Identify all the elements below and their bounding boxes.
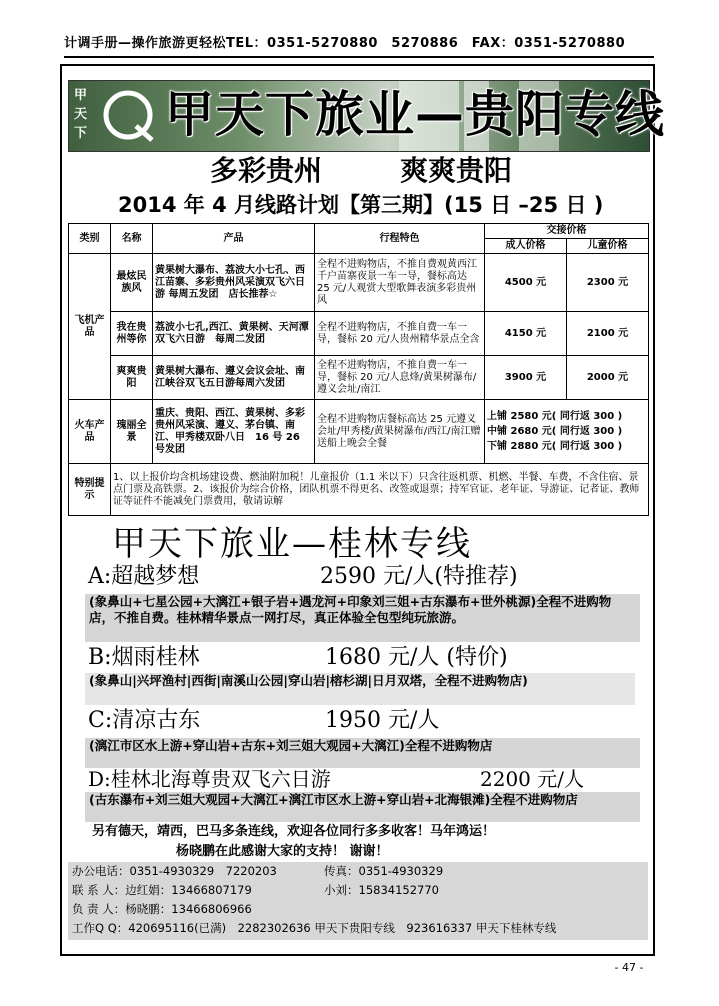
- header-contact-line: 计调手册—操作旅游更轻松TEL：0351-5270880 5270886 FAX：0351-5270880: [64, 32, 654, 58]
- route-c-description: (漓江市区水上游+穿山岩+古东+刘三姐大观园+大漓江)全程不进购物店: [85, 738, 640, 768]
- table-row: [69, 312, 649, 356]
- route-name-cell: 瑰丽全景: [111, 400, 153, 464]
- upper-berth-price: 上铺 2580 元( 同行返 300 ): [487, 411, 623, 422]
- child-price-cell: 2300 元: [567, 254, 649, 312]
- manager-contact: 负 责 人：杨晓鹏：13466806966: [72, 902, 252, 916]
- page-number: - 47 -: [614, 961, 644, 974]
- adult-price-cell: 4500 元: [485, 254, 567, 312]
- route-b-name: B:烟雨桂林: [88, 645, 200, 670]
- header-features: 行程特色: [315, 224, 485, 254]
- route-a-description: (象鼻山+七星公园+大漓江+银子岩+遇龙河+印象刘三姐+古东瀑布+世外桃源)全程不进购物店，不推自费。桂林精华景点一网打尽，真正体验全包型纯玩旅游。: [85, 594, 640, 642]
- header-category: 类别: [69, 224, 111, 254]
- table-row: [69, 254, 649, 312]
- header-child-price: 儿童价格: [567, 239, 649, 254]
- slogan-left: 多彩贵州: [210, 154, 323, 187]
- route-features-cell: 全程不进购物店餐标高达 25 元遵义会址/甲秀楼/黄果树瀑布/西江/南江赠送船上晚会全餐: [315, 400, 485, 464]
- route-c-price: 1950 元/人: [325, 708, 440, 733]
- slogan-right: 爽爽贵阳: [400, 154, 513, 187]
- route-b-price: 1680 元/人 (特价): [325, 645, 508, 670]
- contact-person: 联 系 人：边红娟：13466807179: [72, 883, 252, 897]
- route-a-name: A:超越梦想: [88, 564, 200, 589]
- contact-xiaoliu: 小刘：15834152770: [324, 883, 439, 897]
- other-routes-note: 另有德天，靖西，巴马多条连线，欢迎各位同行多多收客！马年鸿运！: [92, 824, 496, 839]
- lower-berth-price: 下铺 2880 元( 同行返 300 ): [487, 441, 623, 452]
- thanks-note: 杨晓鹏在此感谢大家的支持！ 谢谢！: [176, 844, 389, 859]
- table-row-train: [69, 400, 649, 464]
- logo-char-2: 天: [74, 107, 88, 122]
- table-row: [69, 356, 649, 400]
- tips-label-cell: 特别提示: [69, 464, 111, 516]
- route-plan-table: [68, 223, 649, 516]
- train-category-cell: 火车产品: [69, 400, 111, 464]
- route-features-cell: 全程不进购物店，不推自费一车一导，餐标 20 元/人贵州精华景点全含: [315, 312, 485, 356]
- route-product-cell: 黄果树大瀑布、荔波大小七孔、西江苗寨、多彩贵州风采演双飞六日游 每周五发团 店长推荐☆: [153, 254, 315, 312]
- route-d-name: D:桂林北海尊贵双飞六日游: [88, 767, 331, 791]
- flight-category-cell: 飞机产品: [69, 254, 111, 400]
- route-b-description: (象鼻山|兴坪渔村|西街|南溪山公园|穿山岩|榕杉湖|日月双塔，全程不进购物店): [85, 673, 635, 705]
- route-d-description: (古东瀑布+刘三姐大观园+大漓江+漓江市区水上游+穿山岩+北海银滩)全程不进购物店: [85, 792, 640, 822]
- plan-title: 2014 年 4 月线路计划【第三期】(15 日 –25 日 ): [118, 193, 604, 217]
- header-product: 产品: [153, 224, 315, 254]
- banner-title: 甲天下旅业—贵阳专线: [165, 86, 666, 143]
- tips-text-cell: 1、以上报价均含机场建设费、燃油附加税！儿童报价（1.1 米以下）只含往返机票、机燃、半餐、车费，不含住宿、景点门票及高铁票。2、该报价为综合价格，团队机票不得更名、改签或退票；持军官证、老年证、导游证、记者证、教师证等证件不能减免门票费用，敬请谅解: [111, 464, 649, 516]
- route-c-name: C:清凉古东: [88, 708, 201, 733]
- route-d-price: 2200 元/人: [480, 767, 584, 791]
- header-price-group: 交接价格: [485, 224, 649, 239]
- logo-char-1: 甲: [74, 88, 88, 103]
- logo-char-3: 下: [74, 126, 88, 141]
- route-a-price: 2590 元/人(特推荐): [320, 564, 518, 589]
- route-name-cell: 爽爽贵阳: [111, 356, 153, 400]
- sleeper-price-cell: [485, 400, 649, 464]
- company-logo: [72, 86, 158, 144]
- contact-info-block: [68, 862, 648, 940]
- child-price-cell: 2000 元: [567, 356, 649, 400]
- child-price-cell: 2100 元: [567, 312, 649, 356]
- work-qq: 工作Q Q：420695116(已满) 2282302636 甲天下贵阳专线 923616337 甲天下桂林专线: [72, 921, 557, 935]
- adult-price-cell: 3900 元: [485, 356, 567, 400]
- guilin-section-title: 甲天下旅业—桂林专线: [112, 524, 472, 564]
- route-product-cell: 荔波小七孔,西江、黄果树、天河潭双飞六日游 每周二发团: [153, 312, 315, 356]
- table-header-row: [69, 224, 649, 239]
- office-phone: 办公电话：0351-4930329 7220203: [72, 864, 277, 878]
- fax-number: 传真：0351-4930329: [324, 864, 444, 878]
- adult-price-cell: 4150 元: [485, 312, 567, 356]
- route-product-cell: 黄果树大瀑布、遵义会议会址、南江峡谷双飞五日游每周六发团: [153, 356, 315, 400]
- route-name-cell: 我在贵州等你: [111, 312, 153, 356]
- header-name: 名称: [111, 224, 153, 254]
- middle-berth-price: 中铺 2680 元( 同行返 300 ): [487, 426, 623, 437]
- route-name-cell: 最炫民族风: [111, 254, 153, 312]
- route-product-cell: 重庆、贵阳、西江、黄果树、多彩贵州风采演、遵义、茅台镇、南江、甲秀楼双卧八日 16 号 26 号发团: [153, 400, 315, 464]
- route-features-cell: 全程不进购物店，不推自费一车一导，餐标 20 元/人息烽/黄果树瀑布/遵义会址/南江: [315, 356, 485, 400]
- table-row-tips: [69, 464, 649, 516]
- header-adult-price: 成人价格: [485, 239, 567, 254]
- route-features-cell: 全程不进购物店，不推自费观黄西江千户苗寨夜景一车一导，餐标高达 25 元/人观赏大型歌舞表演多彩贵州风: [315, 254, 485, 312]
